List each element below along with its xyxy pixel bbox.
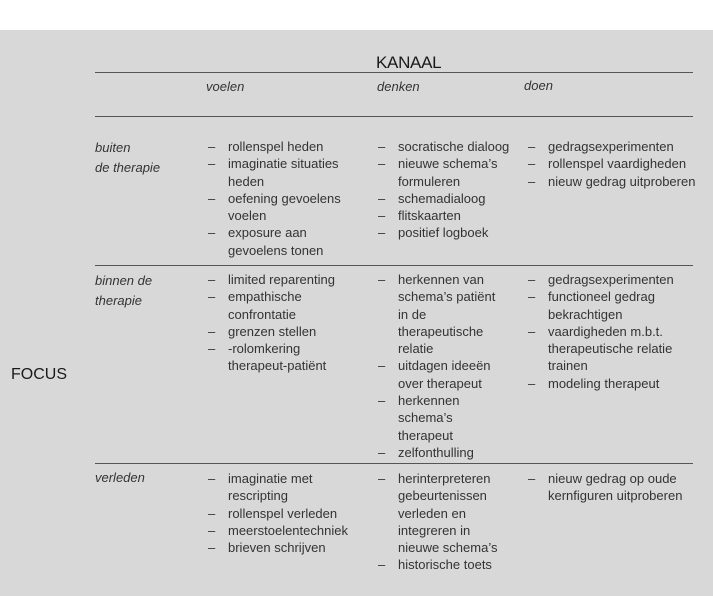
row-divider (95, 265, 693, 266)
list-item: – oefening gevoelens voelen (208, 190, 368, 225)
list-item: – herinterpreteren gebeurtenissen verleden en integreren in nieuwe schema’s (378, 470, 513, 556)
list-item: – exposure aan gevoelens tonen (208, 224, 368, 259)
column-header-denken: denken (377, 79, 420, 94)
cell-buiten-denken (378, 138, 513, 242)
list-item: – meerstoelentechniek (208, 522, 373, 539)
list-item: – empathische confrontatie (208, 288, 358, 323)
cell-verleden-doen (528, 470, 708, 505)
list-item: – -rolomkering therapeut-patiënt (208, 340, 358, 375)
cell-verleden-voelen (208, 470, 373, 556)
row-divider (95, 463, 693, 464)
cell-buiten-voelen (208, 138, 368, 259)
list-item: – gedragsexperimenten (528, 271, 698, 288)
cell-verleden-denken (378, 470, 513, 574)
list-item: – gedragsexperimenten (528, 138, 713, 155)
cell-binnen-doen (528, 271, 698, 392)
list-item: – flitskaarten (378, 207, 513, 224)
cell-binnen-denken (378, 271, 503, 461)
list-item: – zelfonthulling (378, 444, 503, 461)
channel-title: KANAAL (376, 53, 442, 72)
list-item: – functioneel gedrag bekrachtigen (528, 288, 698, 323)
column-header-doen: doen (524, 78, 553, 93)
list-item: – rollenspel heden (208, 138, 368, 155)
list-item: – nieuw gedrag uitproberen (528, 173, 713, 190)
list-item: – rollenspel verleden (208, 505, 373, 522)
list-item: – socratische dialoog (378, 138, 513, 155)
list-item: – historische toets (378, 556, 513, 573)
list-item: – rollenspel vaardigheden (528, 155, 713, 172)
list-item: – schemadialoog (378, 190, 513, 207)
list-item: – positief logboek (378, 224, 513, 241)
list-item: – imaginatie situaties heden (208, 155, 368, 190)
row-label-binnen-de-therapie: binnen de therapie (95, 273, 153, 308)
list-item: – herkennen van schema’s patiënt in de therapeutische relatie (378, 271, 503, 357)
column-header-voelen: voelen (206, 79, 245, 94)
list-item: – uitdagen ideeën over therapeut (378, 357, 503, 392)
list-item: – herkennen schema’s therapeut (378, 392, 503, 444)
focus-title: FOCUS (11, 366, 67, 383)
row-label-verleden: verleden (95, 470, 145, 485)
list-item: – imaginatie met rescripting (208, 470, 373, 505)
list-item: – brieven schrijven (208, 539, 373, 556)
list-item: – vaardigheden m.b.t. therapeutische relatie trainen (528, 323, 698, 375)
list-item: – grenzen stellen (208, 323, 358, 340)
list-item: – nieuw gedrag op oude kernfiguren uitproberen (528, 470, 708, 505)
list-item: – modeling therapeut (528, 375, 698, 392)
row-label-buiten-de-therapie: buiten de therapie (95, 140, 161, 175)
header-top-divider (95, 72, 693, 73)
cell-buiten-doen (528, 138, 713, 190)
header-bottom-divider (95, 116, 693, 117)
list-item: – nieuwe schema’s formuleren (378, 155, 513, 190)
cell-binnen-voelen (208, 271, 358, 375)
list-item: – limited reparenting (208, 271, 358, 288)
